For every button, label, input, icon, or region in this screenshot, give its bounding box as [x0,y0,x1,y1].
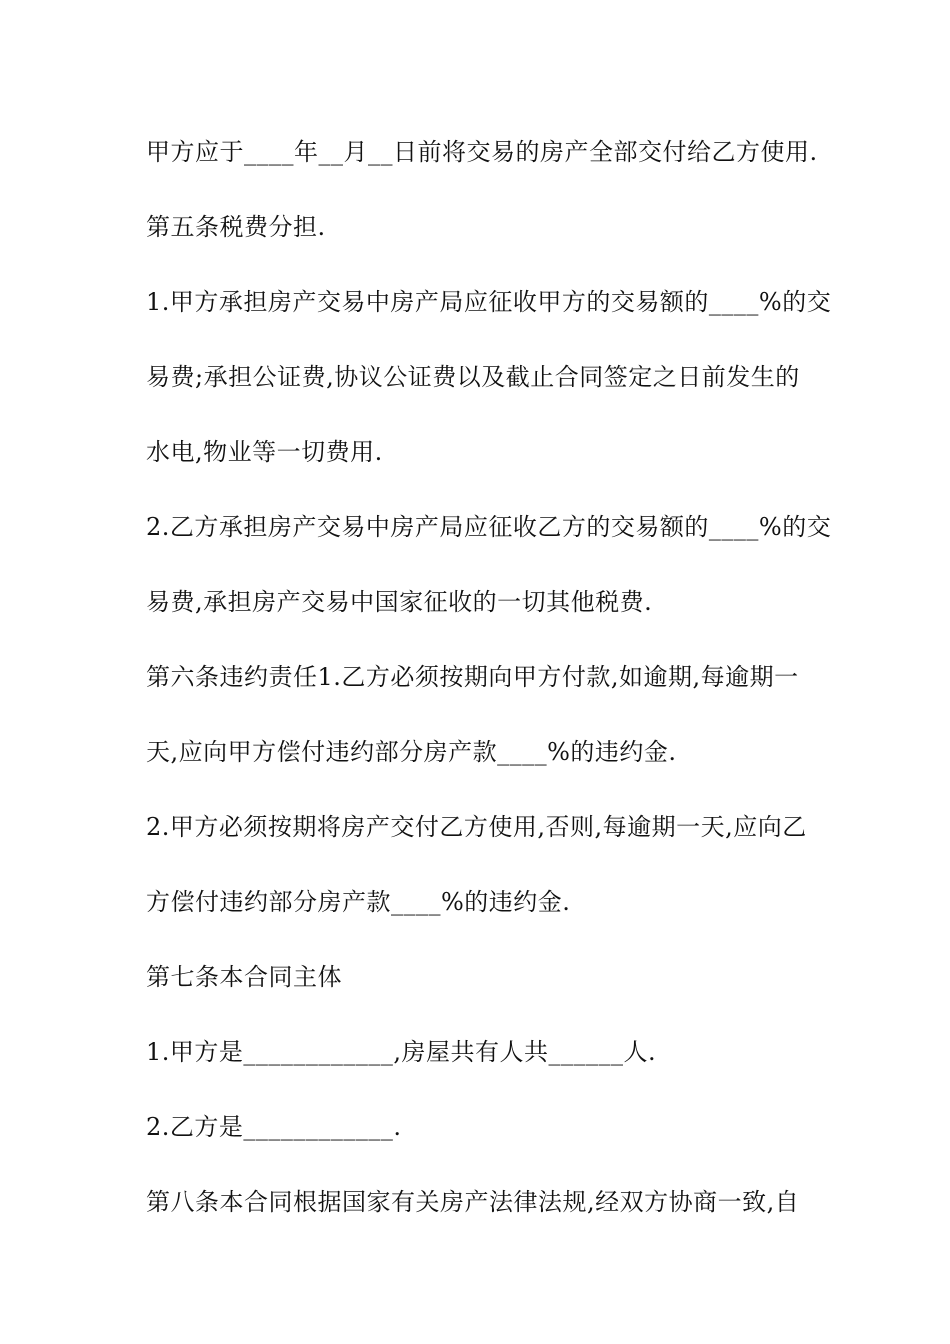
text-line-10: 2.甲方必须按期将房产交付乙方使用,否则,每逾期一天,应向乙 [146,813,807,841]
text-line-8: 第六条违约责任1.乙方必须按期向甲方付款,如逾期,每逾期一 [146,663,799,691]
text-line-7: 易费,承担房产交易中国家征收的一切其他税费. [146,588,653,616]
text-line-1: 甲方应于____年__月__日前将交易的房产全部交付给乙方使用. [146,138,818,166]
text-line-11: 方偿付违约部分房产款____%的违约金. [146,888,571,916]
text-line-6: 2.乙方承担房产交易中房产局应征收乙方的交易额的____%的交 [146,513,832,541]
text-line-12: 第七条本合同主体 [146,963,342,991]
text-line-9: 天,应向甲方偿付违约部分房产款____%的违约金. [146,738,677,766]
text-line-4: 易费;承担公证费,协议公证费以及截止合同签定之日前发生的 [146,363,800,391]
text-line-2: 第五条税费分担. [146,213,326,241]
text-line-3: 1.甲方承担房产交易中房产局应征收甲方的交易额的____%的交 [146,288,832,316]
text-line-14: 2.乙方是____________. [146,1113,402,1141]
text-line-15: 第八条本合同根据国家有关房产法律法规,经双方协商一致,自 [146,1188,800,1216]
text-line-5: 水电,物业等一切费用. [146,438,383,466]
text-line-13: 1.甲方是____________,房屋共有人共______人. [146,1038,657,1066]
